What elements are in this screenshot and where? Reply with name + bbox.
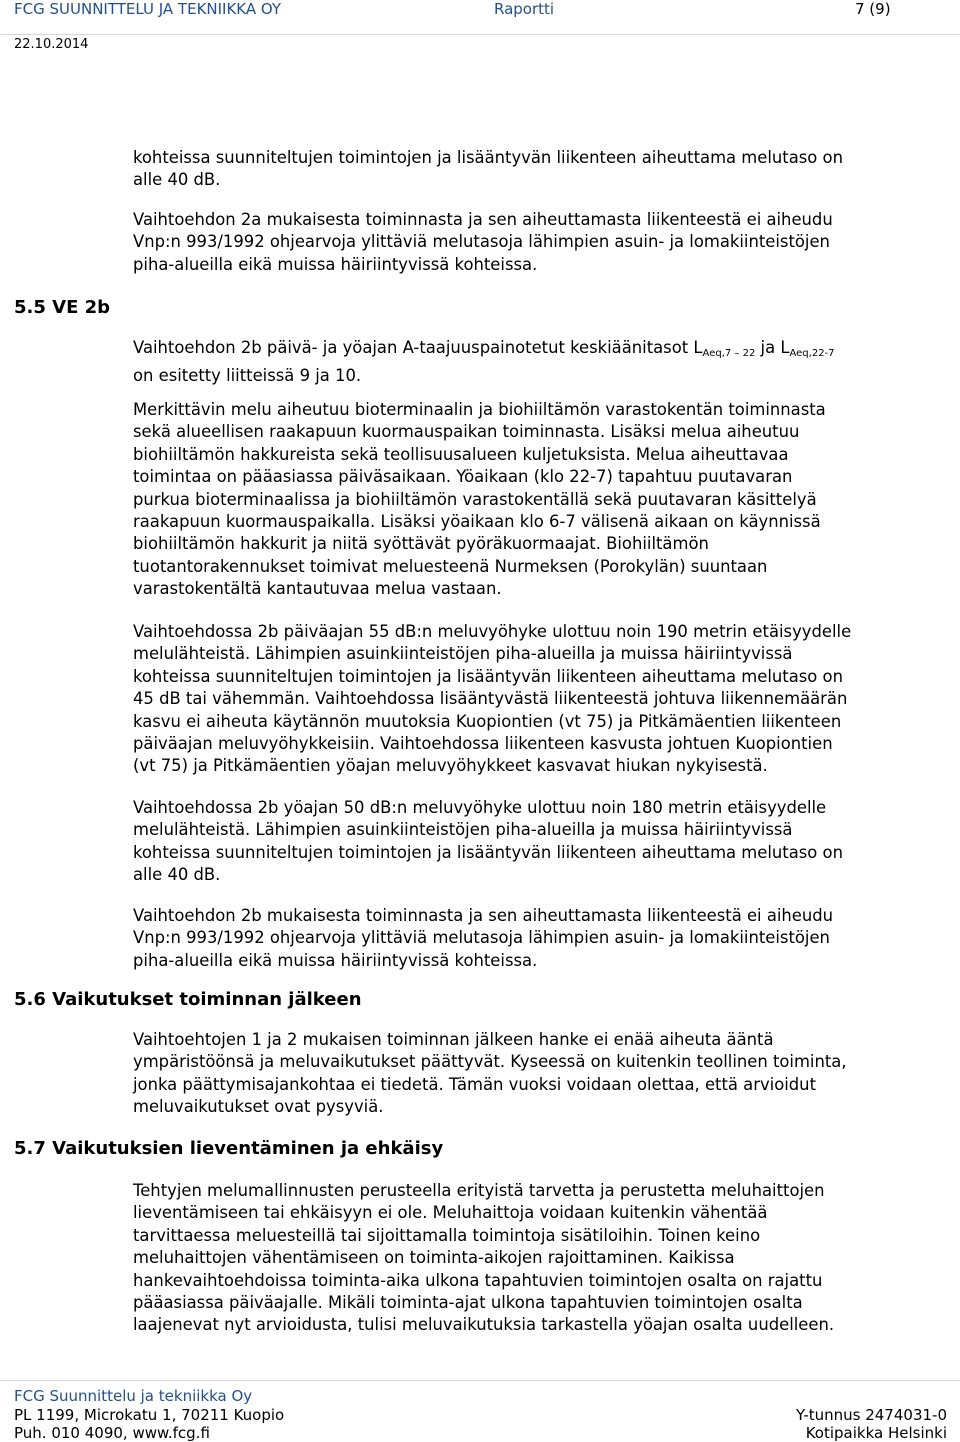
section-heading-5-7: 5.7 Vaikutuksien lieventäminen ja ehkäisy [14,1138,444,1159]
footer-business-id: Y-tunnus 2474031-0 [795,1406,947,1424]
paragraph-nighttime-zone: Vaihtoehdossa 2b yöajan 50 dB:n meluvyöhyke ulottuu noin 180 metrin etäisyydelle melulähteistä. Lähimpien asuinkiinteistöjen piha-alueilla ja muissa häiriintyvissä kohteissa suunniteltujen toimintojen ja lisääntyvän liikenteen aiheuttama melutaso on alle 40 dB. [133,798,843,885]
paragraph-mitigation: Tehtyjen melumallinnusten perusteella erityistä tarvetta ja perustetta meluhaittojen lieventämiseen tai ehkäisyyn ei ole. Meluhaittoja voidaan kuitenkin vähentää tarvittaessa meluesteillä tai sijoittamalla toimintoja sisätiloihin. Toinen keino meluhaittojen vähentämiseen on toiminta-aikojen rajoittaminen. Kaikissa hankevaihtoehdoissa toiminta-aika ulkona tapahtuvien toimintojen osalta on rajattu pääasiassa päiväajalle. Mikäli toiminta-ajat ulkona tapahtuvien toimintojen osalta laajenevat nyt arvioidusta, tulisi meluvaikutuksia tarkastella yöajan osalta uudelleen. [133,1181,835,1335]
footer-contact: Puh. 010 4090, www.fcg.fi [14,1424,210,1442]
footer-domicile: Kotipaikka Helsinki [805,1424,947,1442]
paragraph-main-noise-sources: Merkittävin melu aiheutuu bioterminaalin ja biohiiltämön varastokentän toiminnasta sekä alueellisen raakapuun kuormauspaikan toiminnasta. Lisäksi melua aiheutuu biohiiltämön hakkureista sekä teollisuusalueen kuljetuksista. Melua aiheuttavaa toimintaa on pääasiassa päiväsaikaan. Yöaikaan (klo 22-7) tapahtuu puutavaran purkua bioterminaalissa ja biohiiltämön varastokentällä sekä puutavaran käsittelyä raakapuun kuormauspaikalla. Lisäksi yöaikaan klo 6-7 välisenä aikaan on käynnissä biohiiltämön hakkurit ja niitä syöttävät pyöräkuormaajat. Biohiiltämön tuotantorakennukset toimivat meluesteenä Nurmeksen (Porokylän) suuntaan varastokentältä kantautuvaa melua vastaan. [133,400,826,599]
footer-divider [0,1380,960,1381]
header-company: FCG SUUNNITTELU JA TEKNIIKKA OY [14,0,282,18]
header-page-number: 7 (9) [855,0,891,18]
header-doc-type: Raportti [494,0,555,18]
paragraph-daytime-zone: Vaihtoehdossa 2b päiväajan 55 dB:n meluvyöhyke ulottuu noin 190 metrin etäisyydelle melulähteistä. Lähimpien asuinkiinteistöjen piha-alueilla ja muissa häiriintyvissä kohteissa suunniteltujen toimintojen ja lisääntyvän liikenteen aiheuttama melutaso on 45 dB tai vähemmän. Vaihtoehdossa lisääntyvästä liikenteestä johtuva liikennemäärän kasvu ei aiheuta käytännön muutoksia Kuopiontien (vt 75) ja Pitkämäentien liikenteen päiväajan meluvyöhykkeisiin. Vaihtoehdossa liikenteen kasvusta johtuen Kuopiontien (vt 75) ja Pitkämäentien yöajan meluvyöhykkeet kasvavat hiukan nykyisestä. [133,622,852,776]
paragraph-top-2: Vaihtoehdon 2a mukaisesta toiminnasta ja sen aiheuttamasta liikenteestä ei aiheudu Vnp:n 993/1992 ohjearvoja ylittäviä melutasoja lähimpien asuin- ja lomakiinteistöjen piha-alueilla eikä muissa häiriintyvissä kohteissa. [133,210,833,274]
section-heading-5-6: 5.6 Vaikutukset toiminnan jälkeen [14,989,362,1010]
paragraph-noise-levels: Vaihtoehdon 2b päivä- ja yöajan A-taajuuspainotetut keskiäänitasot $L_{Aeq,7 - 22}$ ja $L_{Aeq,22-7}$ on esitetty liitteissä 9 ja 10. [133,338,835,386]
section-heading-5-5: 5.5 VE 2b [14,297,111,318]
header-date: 22.10.2014 [14,37,89,52]
footer-company: FCG Suunnittelu ja tekniikka Oy [14,1387,253,1405]
paragraph-after-operation: Vaihtoehtojen 1 ja 2 mukaisen toiminnan jälkeen hanke ei enää aiheuta ääntä ympäristöönsä ja meluvaikutukset päättyvät. Kyseessä on kuitenkin teollinen toiminta, jonka päättymisajankohtaa ei tiedetä. Tämän vuoksi voidaan olettaa, että arvioidut meluvaikutukset ovat pysyviä. [133,1030,847,1117]
paragraph-2b-guideline: Vaihtoehdon 2b mukaisesta toiminnasta ja sen aiheuttamasta liikenteestä ei aiheudu Vnp:n 993/1992 ohjearvoja ylittäviä melutasoja lähimpien asuin- ja lomakiinteistöjen piha-alueilla eikä muissa häiriintyvissä kohteissa. [133,906,834,970]
header-divider [0,34,960,35]
paragraph-top-1: kohteissa suunniteltujen toimintojen ja lisääntyvän liikenteen aiheuttama melutaso on alle 40 dB. [133,148,843,190]
footer-address: PL 1199, Microkatu 1, 70211 Kuopio [14,1406,285,1424]
